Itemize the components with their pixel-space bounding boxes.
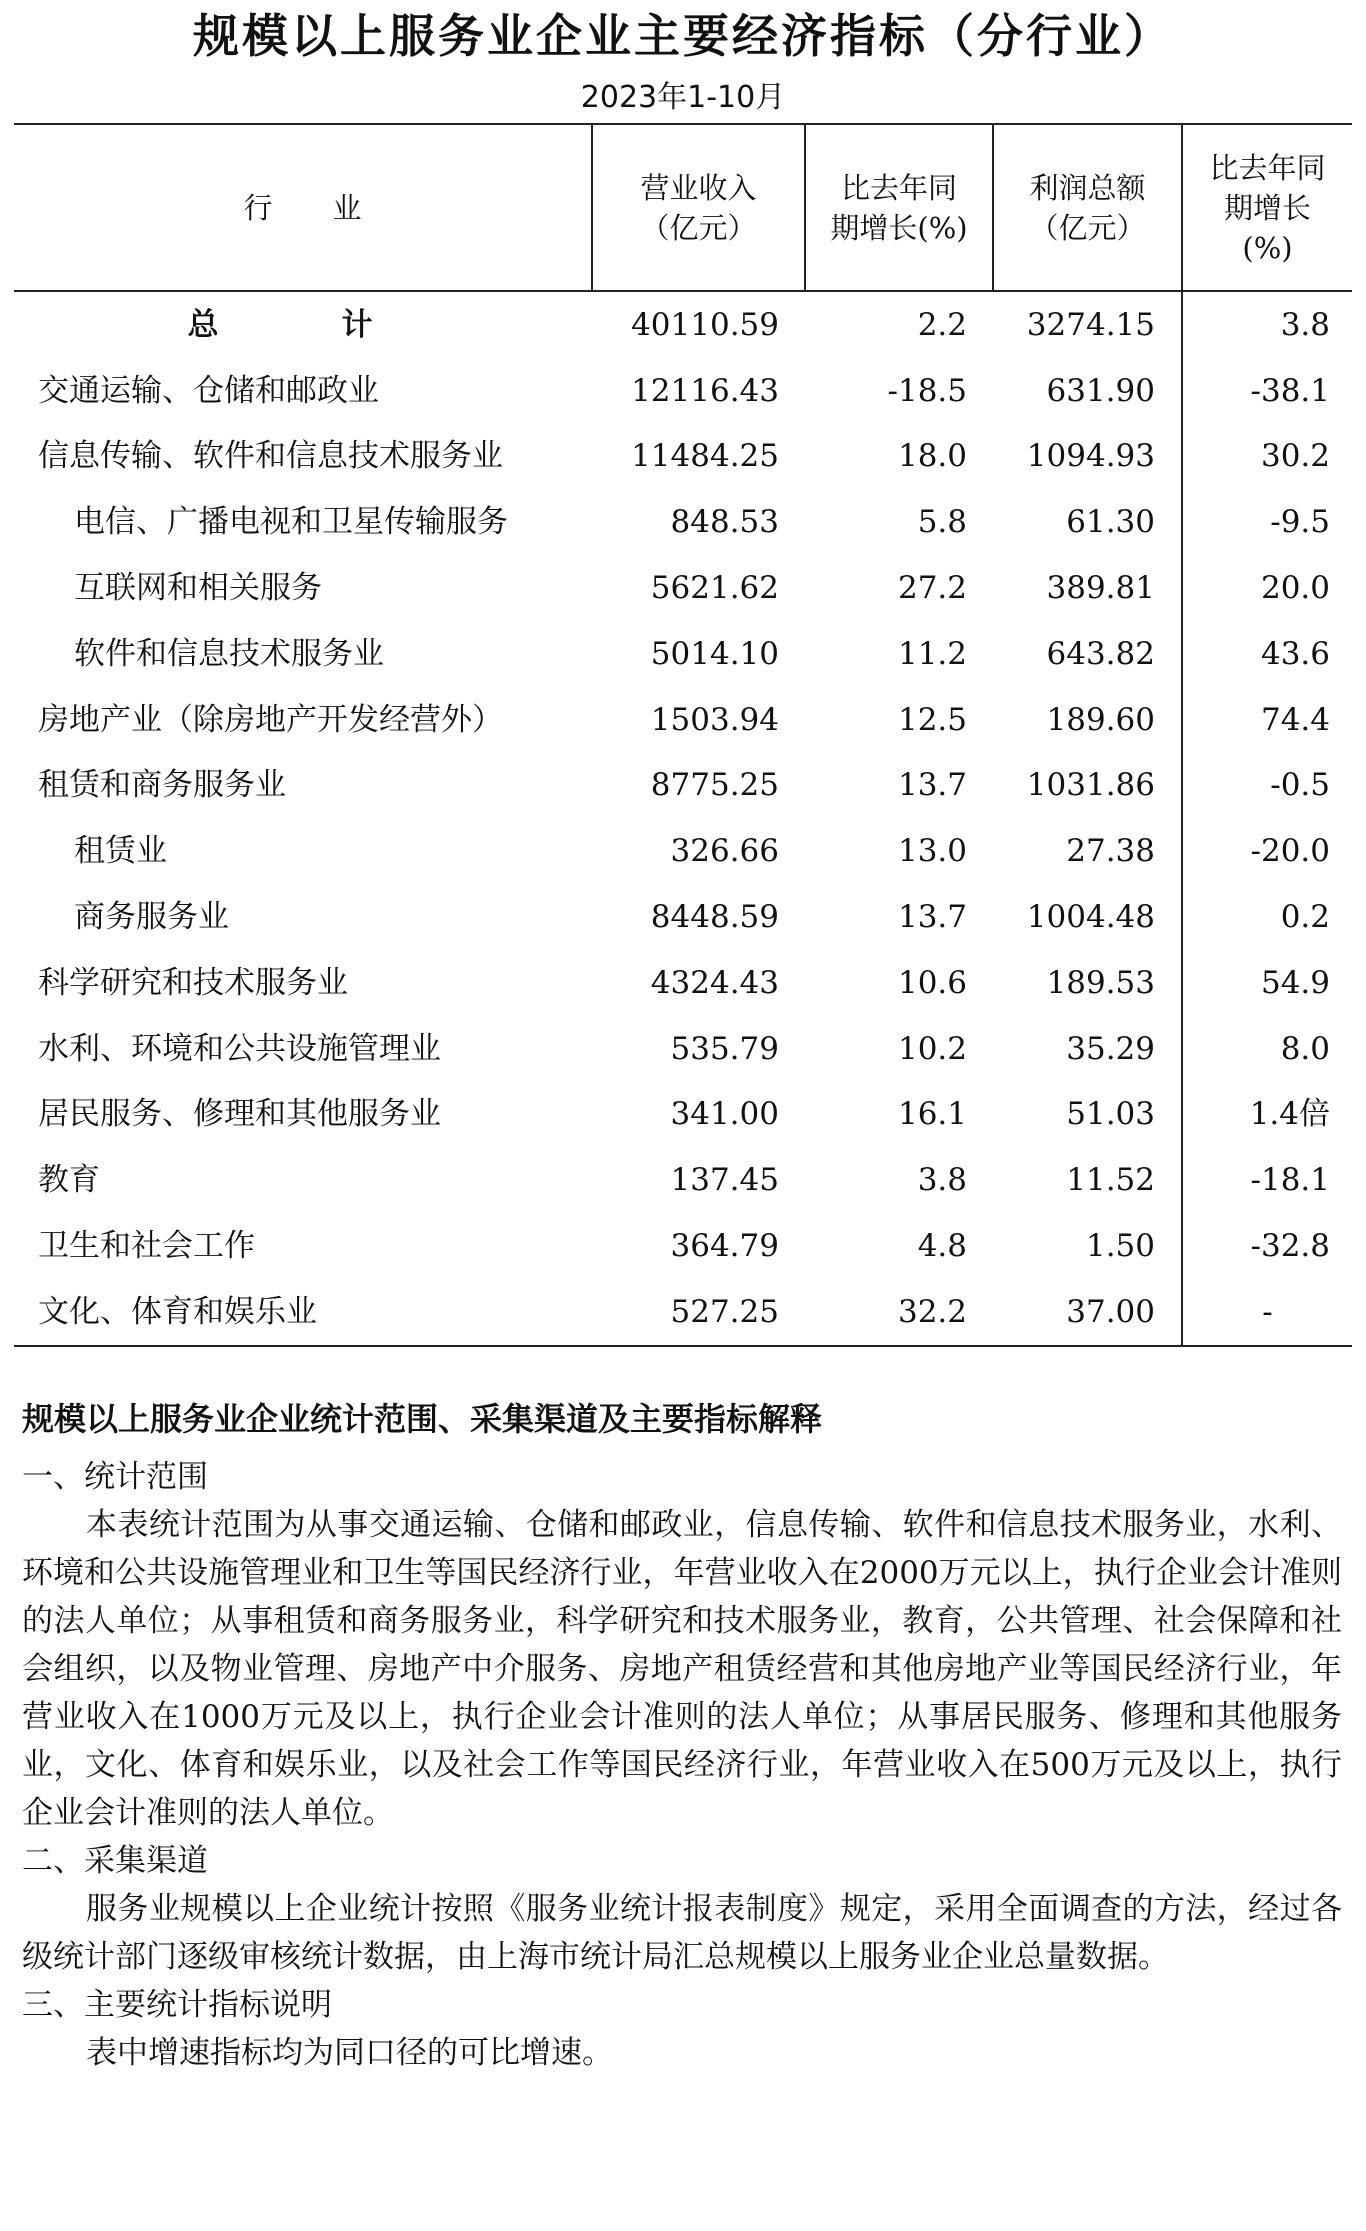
cell-revenue-growth: 16.1 [897, 1096, 967, 1133]
table-row [14, 358, 1352, 424]
cell-industry: 房地产业（除房地产开发经营外） [38, 701, 503, 738]
header-profit-growth: 比去年同 期增长 (%) [1182, 124, 1352, 291]
cell-revenue-growth: 27.2 [897, 570, 967, 607]
cell-profit: 1094.93 [1026, 438, 1155, 475]
cell-revenue-growth: 11.2 [897, 635, 967, 672]
cell-profit-growth: 20.0 [1182, 555, 1352, 621]
header-profit: 利润总额 （亿元） [993, 124, 1182, 291]
header-industry: 行业 [14, 124, 592, 291]
cell-profit-growth: -18.1 [1182, 1147, 1352, 1213]
cell-profit: 631.90 [1046, 372, 1155, 409]
cell-revenue: 4324.43 [650, 964, 779, 1001]
cell-revenue: 364.79 [670, 1228, 779, 1265]
cell-industry: 软件和信息技术服务业 [74, 635, 384, 672]
cell-profit-growth: -38.1 [1182, 358, 1352, 424]
cell-profit-growth: -0.5 [1182, 753, 1352, 819]
cell-revenue-growth: -18.5 [887, 372, 967, 409]
section-heading: 一、统计范围 [22, 1459, 208, 1495]
cell-profit-growth: 3.8 [1182, 291, 1352, 358]
cell-profit-growth: 54.9 [1182, 950, 1352, 1016]
cell-revenue-growth: 5.8 [917, 504, 967, 541]
cell-revenue: 848.53 [670, 504, 779, 541]
cell-revenue: 5014.10 [650, 635, 779, 672]
cell-profit: 643.82 [1046, 635, 1155, 672]
cell-profit-growth: 43.6 [1182, 621, 1352, 687]
section-text: 服务业规模以上企业统计按照《服务业统计报表制度》规定，采用全面调查的方法，经过各级统计部门逐级审核统计数据，由上海市统计局汇总规模以上服务业企业总量数据。 [22, 1891, 1342, 1975]
table-header-row [14, 124, 1352, 291]
cell-revenue-growth: 13.0 [897, 833, 967, 870]
cell-industry: 教育 [38, 1162, 100, 1199]
cell-profit: 1031.86 [1026, 767, 1155, 804]
cell-industry: 文化、体育和娱乐业 [14, 1279, 592, 1346]
cell-profit: 189.53 [1046, 964, 1155, 1001]
table-body [14, 291, 1352, 1346]
cell-profit: 189.60 [1046, 701, 1155, 738]
table-row [14, 555, 1352, 621]
cell-revenue-growth: 3.8 [917, 1162, 967, 1199]
cell-industry: 信息传输、软件和信息技术服务业 [38, 438, 503, 475]
cell-profit-growth: 0.2 [1182, 884, 1352, 950]
cell-profit-growth: -20.0 [1182, 818, 1352, 884]
table-row [14, 291, 1352, 358]
cell-revenue-growth: 32.2 [805, 1279, 993, 1346]
table-row [14, 818, 1352, 884]
cell-revenue: 11484.25 [631, 438, 779, 475]
cell-revenue: 527.25 [592, 1279, 805, 1346]
section-text: 本表统计范围为从事交通运输、仓储和邮政业，信息传输、软件和信息技术服务业，水利、环境和公共设施管理业和卫生等国民经济行业，年营业收入在2000万元以上，执行企业会计准则的法人单位；从事租赁和商务服务业，科学研究和技术服务业，教育，公共管理、社会保障和社会组织，以及物业管理、房地产中介服务、房地产租赁经营和其他房地产业等国民经济行业，年营业收入在1000万元及以上，执行企业会计准则的法人单位；从事居民服务、修理和其他服务业，文化、体育和娱乐业，以及社会工作等国民经济行业，年营业收入在500万元及以上，执行企业会计准则的法人单位。 [22, 1507, 1342, 1831]
table-row [14, 687, 1352, 753]
table-row [14, 950, 1352, 1016]
table-row [14, 1082, 1352, 1148]
cell-industry: 商务服务业 [74, 899, 229, 936]
cell-profit-growth: 1.4倍 [1182, 1082, 1352, 1148]
page-title: 规模以上服务业企业主要经济指标（分行业） [193, 9, 1173, 63]
section-heading: 二、采集渠道 [22, 1843, 208, 1879]
cell-industry: 卫生和社会工作 [38, 1228, 255, 1265]
cell-profit-growth: -9.5 [1182, 489, 1352, 555]
cell-industry: 总 计 [187, 306, 419, 343]
cell-industry: 租赁和商务服务业 [38, 767, 286, 804]
cell-profit: 1.50 [1085, 1228, 1155, 1265]
cell-revenue-growth: 10.2 [897, 1030, 967, 1067]
cell-revenue: 40110.59 [631, 306, 779, 343]
cell-revenue: 12116.43 [631, 372, 779, 409]
cell-profit-growth: 30.2 [1182, 424, 1352, 490]
cell-revenue: 535.79 [670, 1030, 779, 1067]
cell-revenue-growth: 13.7 [897, 899, 967, 936]
cell-industry: 科学研究和技术服务业 [38, 964, 348, 1001]
cell-revenue: 341.00 [670, 1096, 779, 1133]
cell-profit: 389.81 [1046, 570, 1155, 607]
cell-revenue-growth: 12.5 [897, 701, 967, 738]
cell-profit: 1004.48 [1026, 899, 1155, 936]
cell-revenue-growth: 2.2 [917, 306, 967, 343]
cell-profit: 27.38 [1066, 833, 1155, 870]
cell-profit: 51.03 [1066, 1096, 1155, 1133]
cell-industry: 水利、环境和公共设施管理业 [38, 1030, 441, 1067]
cell-profit: 61.30 [1066, 504, 1155, 541]
cell-revenue: 137.45 [670, 1162, 779, 1199]
notes-title: 规模以上服务业企业统计范围、采集渠道及主要指标解释 [22, 1400, 823, 1438]
cell-revenue: 1503.94 [650, 701, 779, 738]
cell-revenue-growth: 4.8 [917, 1228, 967, 1265]
cell-industry: 居民服务、修理和其他服务业 [38, 1096, 441, 1133]
table-row [14, 1147, 1352, 1213]
cell-revenue: 326.66 [670, 833, 779, 870]
cell-profit: 11.52 [1066, 1162, 1155, 1199]
table-row [14, 753, 1352, 819]
cell-profit: 37.00 [993, 1279, 1182, 1346]
header-revenue-growth: 比去年同 期增长(%) [805, 124, 993, 291]
cell-industry: 电信、广播电视和卫星传输服务 [74, 504, 508, 541]
cell-revenue: 5621.62 [650, 570, 779, 607]
table-row [14, 1213, 1352, 1279]
table-row [14, 424, 1352, 490]
cell-revenue: 8775.25 [650, 767, 779, 804]
cell-revenue-growth: 10.6 [897, 964, 967, 1001]
cell-profit-growth: - [1182, 1279, 1352, 1346]
cell-industry: 交通运输、仓储和邮政业 [38, 372, 379, 409]
table-row [14, 884, 1352, 950]
cell-profit-growth: 8.0 [1182, 1016, 1352, 1082]
cell-revenue: 8448.59 [650, 899, 779, 936]
cell-profit-growth: 74.4 [1182, 687, 1352, 753]
table-row [14, 1016, 1352, 1082]
cell-industry: 租赁业 [74, 833, 167, 870]
table-row [14, 621, 1352, 687]
notes-section [22, 1393, 1342, 2077]
cell-revenue-growth: 13.7 [897, 767, 967, 804]
header-revenue: 营业收入 （亿元） [592, 124, 805, 291]
section-heading: 三、主要统计指标说明 [22, 1987, 332, 2023]
cell-revenue-growth: 18.0 [897, 438, 967, 475]
table-row [14, 1279, 1352, 1346]
section-text: 表中增速指标均为同口径的可比增速。 [86, 2035, 613, 2071]
cell-profit: 3274.15 [1026, 306, 1155, 343]
cell-industry: 互联网和相关服务 [74, 570, 322, 607]
cell-profit: 35.29 [1066, 1030, 1155, 1067]
page-subtitle: 2023年1-10月 [580, 80, 786, 115]
table-row [14, 489, 1352, 555]
cell-profit-growth: -32.8 [1182, 1213, 1352, 1279]
indicators-table [14, 123, 1352, 1347]
